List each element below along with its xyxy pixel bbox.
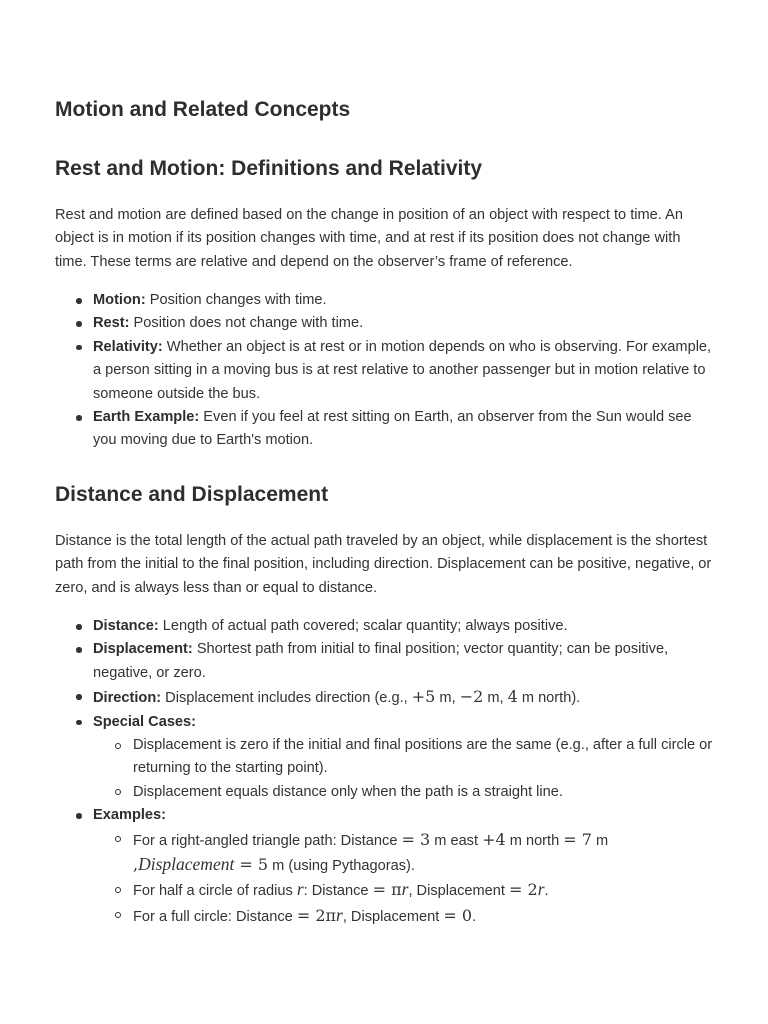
- item-text: Length of actual path covered; scalar quantity; always positive.: [158, 618, 568, 634]
- distance-displacement-list: [55, 615, 715, 929]
- math-value: = π: [372, 880, 402, 900]
- rest-motion-list: [55, 289, 715, 453]
- item-label: Special Cases:: [93, 713, 197, 730]
- math-value: = 5: [234, 855, 269, 875]
- math-value: 4: [507, 687, 518, 707]
- list-item-special-cases: [55, 711, 715, 805]
- item-label: Displacement:: [93, 641, 193, 658]
- item-text: m,: [435, 690, 460, 707]
- section-paragraph-distance-displacement: Distance is the total length of the actual path traveled by an object, while displacement is the shortest path from the initial to the final position, including direction. Displacement can be positive, negative, or zero, and is always less than or equal to distance.: [55, 533, 712, 596]
- item-text: For half a circle of radius: [133, 883, 297, 900]
- sublist-item: Displacement is zero if the initial and final positions are the same (e.g., after a full circle or returning to the starting point).: [93, 734, 715, 781]
- item-text: Position changes with time.: [145, 292, 327, 308]
- math-value: = 2: [509, 880, 538, 900]
- list-item: [55, 289, 715, 312]
- item-text: , Displacement: [408, 883, 510, 900]
- section-heading-distance-displacement: Distance and Displacement: [55, 483, 329, 506]
- item-text: .: [544, 883, 549, 900]
- list-item-displacement: [55, 638, 715, 685]
- list-item: [55, 336, 715, 406]
- sublist-item-half-circle: [93, 878, 715, 903]
- item-text: m east: [430, 832, 483, 849]
- math-value: +5: [411, 687, 436, 707]
- math-value: = 0: [443, 905, 473, 925]
- page-title: Motion and Related Concepts: [55, 98, 351, 121]
- math-value: ,: [133, 855, 139, 875]
- item-label: Distance:: [93, 618, 159, 634]
- section-heading-rest-motion: Rest and Motion: Definitions and Relativity: [55, 157, 483, 180]
- examples-sublist: [93, 828, 715, 930]
- math-value: = 3: [401, 829, 431, 849]
- math-variable: r: [296, 879, 304, 900]
- math-variable: r: [401, 879, 409, 900]
- list-item-examples: [55, 804, 715, 929]
- item-text: Shortest path from initial to final position; vector quantity; can be positive, negative, or zero.: [93, 641, 669, 681]
- item-text: m (using Pythagoras).: [268, 858, 415, 875]
- section-paragraph-rest-motion: Rest and motion are defined based on the change in position of an object with respect to time. An object is in motion if its position changes with time, and at rest if its position does not change with time. These terms are relative and depend on the observer’s frame of reference.: [55, 207, 683, 270]
- math-variable: Displacement: [138, 854, 235, 875]
- list-item: [55, 312, 715, 335]
- math-variable: r: [537, 879, 545, 900]
- item-text: Position does not change with time.: [129, 315, 364, 332]
- item-text: Displacement includes direction (e.g.,: [161, 690, 412, 707]
- item-text: For a right-angled triangle path: Distance: [133, 832, 402, 849]
- math-value: = 7: [563, 829, 592, 849]
- item-text: m,: [483, 690, 508, 707]
- item-text: For a full circle: Distance: [133, 908, 297, 925]
- item-label: Motion:: [93, 292, 146, 308]
- math-value: −2: [459, 687, 484, 707]
- item-label: Earth Example:: [93, 409, 200, 426]
- math-value: = 2π: [296, 905, 337, 925]
- item-text: : Distance: [303, 883, 373, 900]
- item-text: Even if you feel at rest sitting on Earth, an observer from the Sun would see you moving due to Earth's motion.: [93, 409, 692, 449]
- math-variable: r: [336, 904, 343, 925]
- item-text: m north).: [517, 690, 581, 707]
- special-cases-sublist: [93, 734, 715, 804]
- item-label: Relativity:: [93, 338, 163, 355]
- item-text: .: [472, 908, 477, 925]
- list-item-distance: [55, 615, 715, 638]
- item-label: Direction:: [93, 690, 162, 707]
- sublist-item-triangle: [93, 828, 715, 879]
- sublist-item-full-circle: [93, 904, 715, 929]
- list-item-direction: [55, 685, 715, 710]
- math-value: +4: [482, 829, 506, 849]
- item-text: m north: [505, 832, 564, 849]
- sublist-item: Displacement equals distance only when the path is a straight line.: [93, 781, 715, 804]
- item-label: Rest:: [93, 315, 130, 332]
- item-label: Examples:: [93, 807, 167, 824]
- item-text: , Displacement: [342, 908, 444, 925]
- list-item: [55, 406, 715, 453]
- item-text: Whether an object is at rest or in motion depends on who is observing. For example, a person sitting in a moving bus is at rest relative to another passenger but in motion relative to someone outside the bus.: [93, 338, 712, 402]
- item-text: m: [591, 832, 609, 849]
